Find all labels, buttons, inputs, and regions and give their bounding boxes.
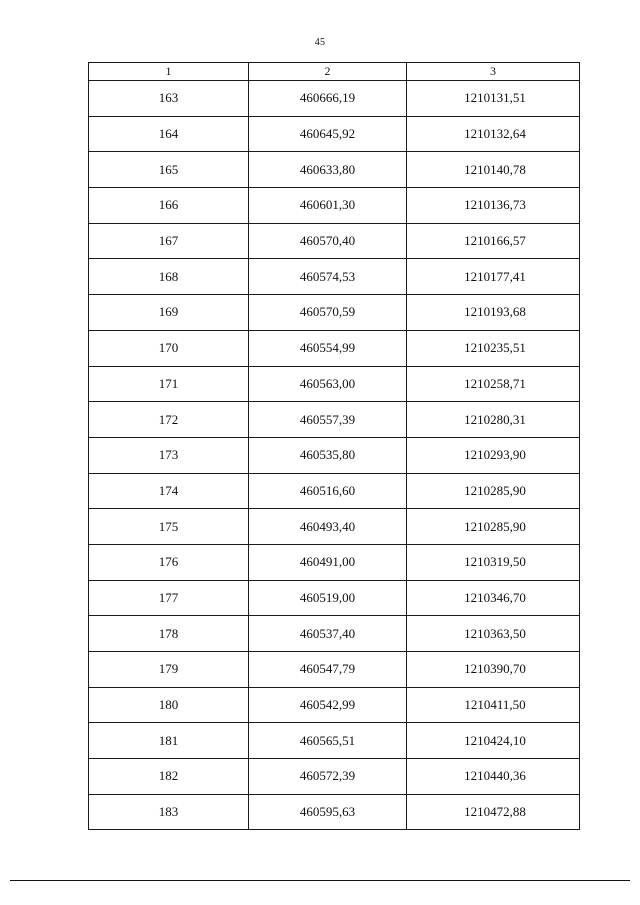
table-row (89, 580, 580, 616)
x-coordinate-cell: 460570,59 (249, 295, 407, 331)
point-number-cell: 177 (89, 580, 249, 616)
table-row (89, 81, 580, 117)
point-number-cell: 172 (89, 402, 249, 438)
y-coordinate-cell: 1210390,70 (407, 652, 580, 688)
table-row (89, 652, 580, 688)
y-coordinate-cell: 1210363,50 (407, 616, 580, 652)
table-row (89, 116, 580, 152)
point-number-cell: 179 (89, 652, 249, 688)
table-row (89, 330, 580, 366)
y-coordinate-cell: 1210235,51 (407, 330, 580, 366)
table-header (89, 63, 580, 81)
y-coordinate-cell: 1210285,90 (407, 509, 580, 545)
table-row (89, 759, 580, 795)
point-number-cell: 175 (89, 509, 249, 545)
x-coordinate-cell: 460557,39 (249, 402, 407, 438)
x-coordinate-cell: 460493,40 (249, 509, 407, 545)
y-coordinate-cell: 1210293,90 (407, 437, 580, 473)
bottom-rule (10, 880, 630, 881)
table-row (89, 366, 580, 402)
table-row (89, 437, 580, 473)
x-coordinate-cell: 460572,39 (249, 759, 407, 795)
point-number-cell: 163 (89, 81, 249, 117)
point-number-cell: 181 (89, 723, 249, 759)
page-number: 45 (314, 37, 326, 48)
y-coordinate-cell: 1210319,50 (407, 544, 580, 580)
table-row (89, 473, 580, 509)
x-coordinate-cell: 460491,00 (249, 544, 407, 580)
header-cell-3: 3 (407, 63, 580, 81)
y-coordinate-cell: 1210472,88 (407, 794, 580, 830)
y-coordinate-cell: 1210280,31 (407, 402, 580, 438)
point-number-cell: 169 (89, 295, 249, 331)
table-row (89, 223, 580, 259)
table-row (89, 295, 580, 331)
x-coordinate-cell: 460535,80 (249, 437, 407, 473)
table-row (89, 188, 580, 224)
point-number-cell: 168 (89, 259, 249, 295)
x-coordinate-cell: 460516,60 (249, 473, 407, 509)
table-body (89, 81, 580, 830)
table-row (89, 402, 580, 438)
x-coordinate-cell: 460563,00 (249, 366, 407, 402)
table-row (89, 723, 580, 759)
y-coordinate-cell: 1210136,73 (407, 188, 580, 224)
x-coordinate-cell: 460574,53 (249, 259, 407, 295)
x-coordinate-cell: 460570,40 (249, 223, 407, 259)
x-coordinate-cell: 460542,99 (249, 687, 407, 723)
table-row (89, 259, 580, 295)
y-coordinate-cell: 1210440,36 (407, 759, 580, 795)
x-coordinate-cell: 460554,99 (249, 330, 407, 366)
x-coordinate-cell: 460666,19 (249, 81, 407, 117)
point-number-cell: 180 (89, 687, 249, 723)
coordinates-table (88, 62, 580, 830)
table-row (89, 687, 580, 723)
y-coordinate-cell: 1210424,10 (407, 723, 580, 759)
table-row (89, 544, 580, 580)
header-cell-1: 1 (89, 63, 249, 81)
y-coordinate-cell: 1210346,70 (407, 580, 580, 616)
x-coordinate-cell: 460645,92 (249, 116, 407, 152)
y-coordinate-cell: 1210132,64 (407, 116, 580, 152)
point-number-cell: 183 (89, 794, 249, 830)
point-number-cell: 176 (89, 544, 249, 580)
table-row (89, 509, 580, 545)
y-coordinate-cell: 1210193,68 (407, 295, 580, 331)
x-coordinate-cell: 460601,30 (249, 188, 407, 224)
x-coordinate-cell: 460565,51 (249, 723, 407, 759)
y-coordinate-cell: 1210131,51 (407, 81, 580, 117)
point-number-cell: 178 (89, 616, 249, 652)
point-number-cell: 182 (89, 759, 249, 795)
point-number-cell: 167 (89, 223, 249, 259)
table-row (89, 616, 580, 652)
y-coordinate-cell: 1210285,90 (407, 473, 580, 509)
point-number-cell: 165 (89, 152, 249, 188)
x-coordinate-cell: 460595,63 (249, 794, 407, 830)
table-row (89, 794, 580, 830)
header-cell-2: 2 (249, 63, 407, 81)
y-coordinate-cell: 1210411,50 (407, 687, 580, 723)
header-row (89, 63, 580, 81)
x-coordinate-cell: 460633,80 (249, 152, 407, 188)
point-number-cell: 174 (89, 473, 249, 509)
y-coordinate-cell: 1210166,57 (407, 223, 580, 259)
table-row (89, 152, 580, 188)
y-coordinate-cell: 1210258,71 (407, 366, 580, 402)
point-number-cell: 170 (89, 330, 249, 366)
point-number-cell: 164 (89, 116, 249, 152)
y-coordinate-cell: 1210140,78 (407, 152, 580, 188)
x-coordinate-cell: 460547,79 (249, 652, 407, 688)
y-coordinate-cell: 1210177,41 (407, 259, 580, 295)
point-number-cell: 173 (89, 437, 249, 473)
point-number-cell: 171 (89, 366, 249, 402)
x-coordinate-cell: 460537,40 (249, 616, 407, 652)
point-number-cell: 166 (89, 188, 249, 224)
x-coordinate-cell: 460519,00 (249, 580, 407, 616)
